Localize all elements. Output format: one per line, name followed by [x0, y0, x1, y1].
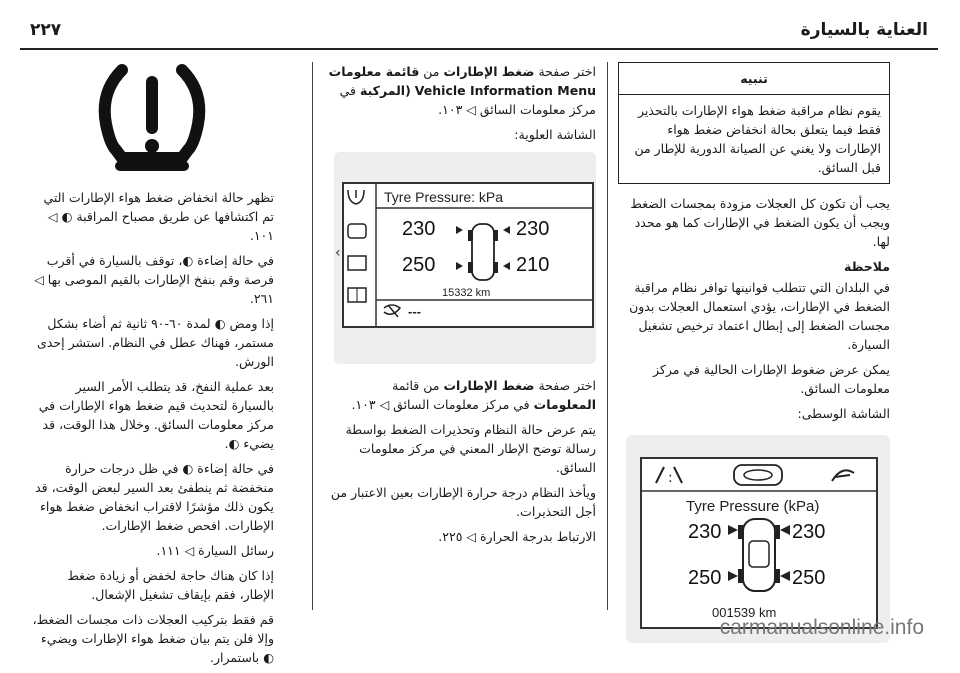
center-display-figure: [626, 435, 890, 643]
page-title: العناية بالسيارة: [800, 20, 928, 40]
lane-assist-icon: [384, 305, 400, 317]
tyre-pressure-warning-lamp-figure: [30, 62, 274, 174]
column-divider: [607, 62, 608, 610]
text-bold: المعلومات: [533, 397, 596, 412]
paragraph-select-tyre-page: [326, 62, 596, 119]
notice-body: يقوم نظام مراقبة ضغط هواء الإطارات بالتحذير فقط فيما يتعلق بحالة انخفاض ضغط هواء الإطارات ولا يغني عن الصيانة الدورية للإطار من قبل السائق.: [634, 103, 881, 175]
odometer-reading: 15332 km: [442, 287, 491, 299]
display-title: Tyre Pressure (kPa): [686, 498, 820, 515]
odometer-reading: 001539 km: [712, 605, 777, 620]
display-title: Tyre Pressure: kPa: [384, 189, 504, 205]
screen-small-icon: [348, 256, 366, 270]
paragraph: الشاشة العلوية:: [514, 127, 596, 142]
text-bold: (المركبة: [360, 83, 411, 98]
chevron-left-icon: ‹: [335, 245, 341, 261]
note-title: ملاحظة: [844, 259, 890, 274]
paragraph: إذا كان هناك حاجة لخفض أو زيادة ضغط الإطار، فقم بإيقاف تشغيل الإشعال.: [67, 568, 274, 602]
center-display-screen: [640, 457, 878, 629]
note-body: في البلدان التي تتطلب قوانينها توافر نظام مراقبة الضغط في الإطارات، يؤدي استعمال العجلات بدون مجسات الضغط إلى إبطال اعتماد ترخيص تشغيل السيارة.: [629, 280, 890, 352]
tyre-warning-small-icon: [348, 190, 364, 204]
paragraph: إذا ومض ◐ لمدة ٦٠-٩٠ ثانية ثم أضاء بشكل مستمر، فهناك عطل في النظام. استشر إحدى الورش.: [37, 316, 274, 369]
menu-name-en: Vehicle Information Menu: [414, 83, 596, 98]
status-readout: ---: [408, 304, 421, 319]
tyre-pressure-rear-right: 250: [792, 567, 826, 589]
middle-column: [326, 62, 596, 552]
upper-display-figure: [334, 152, 596, 364]
paragraph: في حالة إضاءة ◐ في ظل درجات حرارة منخفضة ثم ينطفئ بعد السير لبعض الوقت، قد يكون ذلك مؤشرًا لاقتراب انخفاض ضغط هواء الإطارات. افحص ضغط الإطارات.: [35, 461, 274, 533]
paragraph: قم فقط بتركيب العجلات ذات مجسات الضغط، وإلا فلن يتم بيان ضغط هواء الإطارات ويضيء ◐ باستمرار.: [32, 612, 274, 665]
upper-display-screen: [342, 182, 594, 328]
grid-small-icon: [348, 288, 366, 302]
tyre-pressure-front-left: 230: [688, 521, 722, 543]
text: من: [423, 64, 440, 79]
tyre-pressure-rear-right: 210: [516, 254, 550, 276]
paragraph: يجب أن تكون كل العجلات مزودة بمجسات الضغط ويجب أن يكون الضغط في الإطارات كما هو محدد لها.: [630, 196, 890, 249]
paragraph: في حالة إضاءة ◐، توقف بالسيارة في أقرب فرصة وقم بنفخ الإطارات بالقيم الموصى بها ◁ ٢٦١.: [34, 253, 274, 306]
text-bold: ضغط الإطارات: [443, 378, 535, 393]
paragraph-select-tyre-page-info: [326, 376, 596, 414]
column-divider: [312, 62, 313, 610]
left-column: [30, 62, 274, 673]
tyre-pressure-rear-left: 250: [402, 254, 436, 276]
paragraph: رسائل السيارة ◁ ١١١.: [156, 543, 274, 558]
paragraph: يتم عرض حالة النظام وتحذيرات الضغط بواسطة رسالة توضح الإطار المعني في مركز معلومات السائق.: [345, 422, 596, 475]
paragraph: يمكن عرض ضغوط الإطارات الحالية في مركز معلومات السائق.: [652, 362, 890, 396]
tyre-pressure-warning-icon: [30, 62, 274, 174]
page-header: [20, 14, 938, 50]
svg-text::: :: [668, 470, 673, 486]
text: اختر صفحة: [538, 64, 596, 79]
car-small-icon: [348, 224, 366, 238]
tyre-pressure-rear-left: 250: [688, 567, 722, 589]
text: في مركز معلومات السائق ◁ ١٠٣.: [339, 83, 596, 117]
text-bold: ضغط الإطارات: [443, 64, 535, 79]
tyre-pressure-front-right: 230: [516, 218, 550, 240]
paragraph: الشاشة الوسطى:: [797, 406, 890, 421]
text: من قائمة: [392, 378, 440, 393]
text: في مركز معلومات السائق ◁ ١٠٣.: [351, 397, 530, 412]
text: اختر صفحة: [538, 378, 596, 393]
watermark: carmanualsonline.info: [719, 616, 924, 639]
tyre-pressure-front-left: 230: [402, 218, 436, 240]
car-topview-icon: [456, 224, 510, 280]
tyre-pressure-front-right: 230: [792, 521, 826, 543]
notice-box: [618, 62, 890, 184]
paragraph: ويأخذ النظام درجة حرارة الإطارات بعين الاعتبار من أجل التحذيرات.: [330, 485, 596, 519]
right-column: [618, 62, 890, 643]
notice-title: تنبيه: [619, 63, 889, 95]
paragraph: تظهر حالة انخفاض ضغط هواء الإطارات التي تم اكتشافها عن طريق مصباح المراقبة ◐ ◁ ١٠١.: [43, 190, 274, 243]
page-number: ٢٢٧: [30, 20, 62, 40]
menu-name-ar: قائمة معلومات: [328, 64, 420, 79]
car-topview-icon: [642, 459, 876, 627]
paragraph: بعد عملية النفخ، قد يتطلب الأمر السير بالسيارة لتحديث قيم ضغط هواء الإطارات في مركز معلومات السائق. وخلال هذا الوقت، قد يضيء ◐.: [38, 379, 274, 451]
paragraph: الارتباط بدرجة الحرارة ◁ ٢٢٥.: [438, 529, 596, 544]
